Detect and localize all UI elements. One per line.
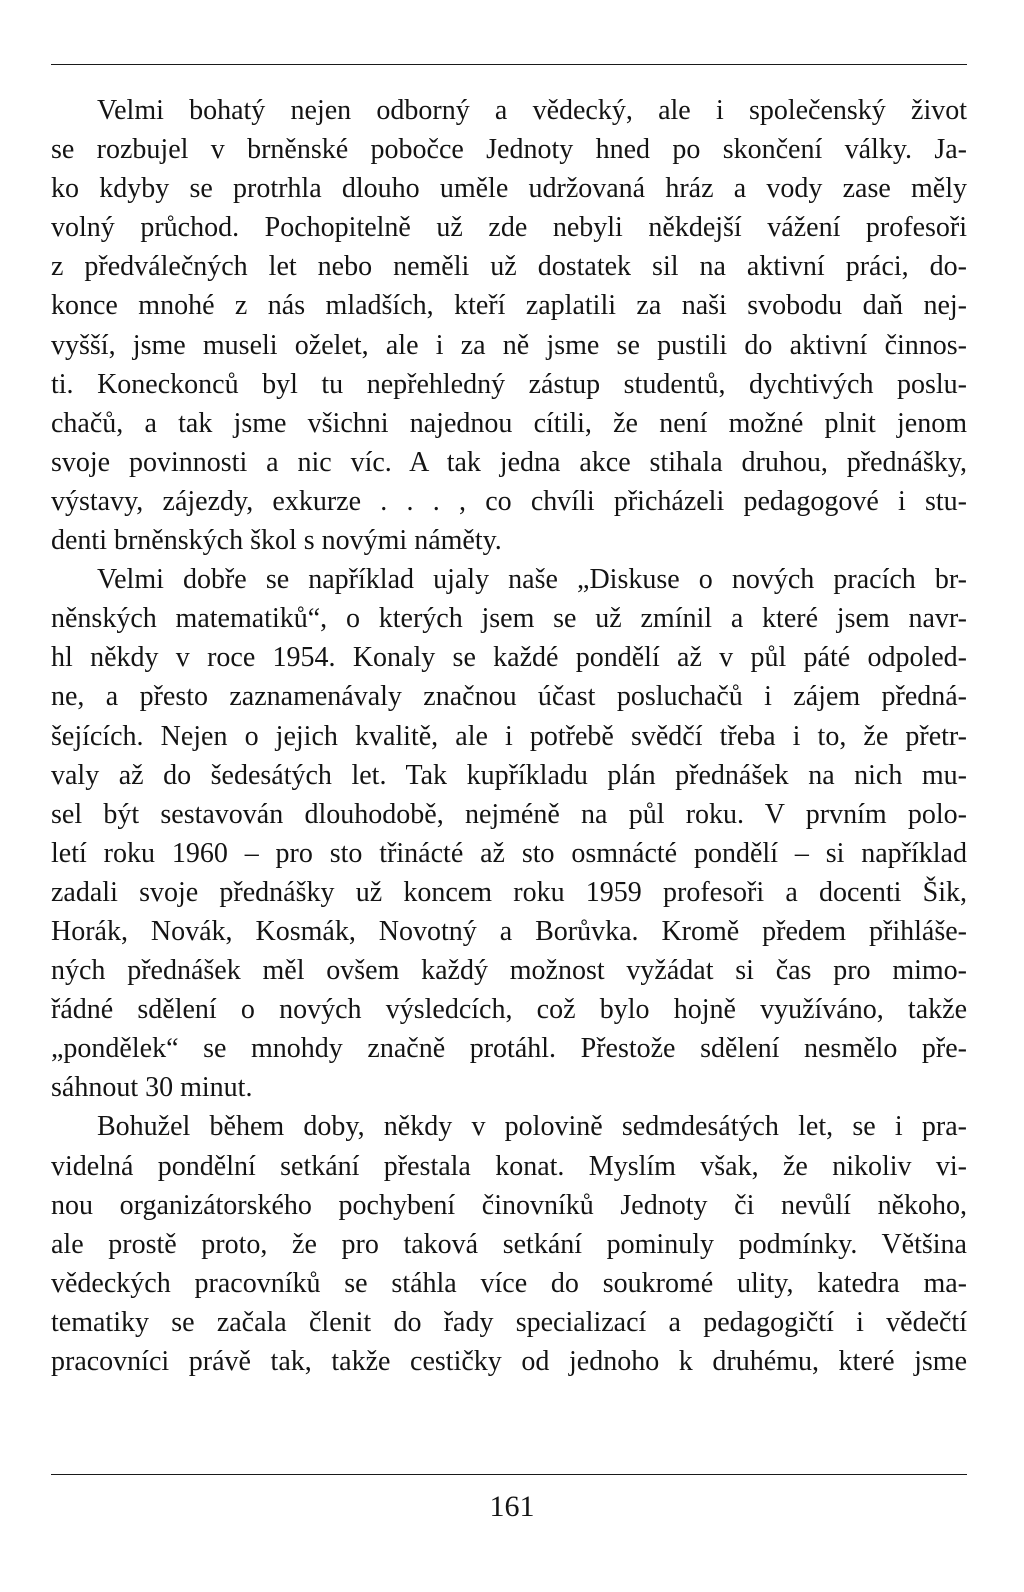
text-line: valy až do šedesátých let. Tak kupříkladu plán přednášek na nich mu-	[51, 759, 967, 791]
paragraph	[51, 91, 967, 560]
text-line: „pondělek“ se mnohdy značně protáhl. Přestože sdělení nesmělo pře-	[51, 1033, 967, 1065]
text-line: ale prostě proto, že pro taková setkání pominuly podmínky. Většina	[51, 1228, 967, 1260]
text-line: vyšší, jsme museli oželet, ale i za ně jsme se pustili do aktivní činnos-	[51, 329, 967, 361]
text-line: vědeckých pracovníků se stáhla více do soukromé ulity, katedra ma-	[51, 1267, 967, 1299]
text-line: ných přednášek měl ovšem každý možnost vyžádat si čas pro mimo-	[51, 955, 967, 987]
text-line: z předválečných let nebo neměli už dostatek sil na aktivní práci, do-	[51, 251, 967, 283]
text-line: se rozbujel v brněnské pobočce Jednoty hned po skončení války. Ja-	[51, 134, 967, 166]
text-line: Bohužel během doby, někdy v polovině sedmdesátých let, se i pra-	[97, 1111, 967, 1143]
text-line: výstavy, zájezdy, exkurze . . . , co chvíli přicházeli pedagogové i stu-	[51, 485, 967, 517]
text-line: denti brněnských škol s novými náměty.	[51, 525, 502, 557]
text-line: svoje povinnosti a nic víc. A tak jedna akce stihala druhou, přednášky,	[51, 446, 967, 478]
text-line: volný průchod. Pochopitelně už zde nebyli někdejší vážení profesoři	[51, 212, 967, 244]
text-line: sáhnout 30 minut.	[51, 1072, 253, 1104]
header-rule	[51, 64, 967, 65]
text-line: zadali svoje přednášky už koncem roku 1959 profesoři a docenti Šik,	[51, 876, 967, 908]
paragraph	[51, 560, 967, 1107]
text-line: řádné sdělení o nových výsledcích, což bylo hojně využíváno, takže	[51, 994, 967, 1026]
text-line: Horák, Novák, Kosmák, Novotný a Borůvka. Kromě předem přihláše-	[51, 915, 967, 947]
text-line: tematiky se začala členit do řady specializací a pedagogičtí i vědečtí	[51, 1306, 967, 1338]
footer-rule	[51, 1474, 967, 1475]
text-line: konce mnohé z nás mladších, kteří zaplatili za naši svobodu daň nej-	[51, 290, 967, 322]
text-line: něnských matematiků“, o kterých jsem se už zmínil a které jsem navr-	[51, 603, 967, 635]
text-line: letí roku 1960 – pro sto třinácté až sto osmnácté pondělí – si například	[51, 837, 967, 869]
page-number: 161	[489, 1490, 535, 1523]
text-line: šejících. Nejen o jejich kvalitě, ale i potřebě svědčí třeba i to, že přetr-	[51, 720, 967, 752]
text-line: hl někdy v roce 1954. Konaly se každé pondělí až v půl páté odpoled-	[51, 642, 967, 674]
body-text	[51, 91, 967, 1381]
text-line: nou organizátorského pochybení činovníků Jednoty či nevůlí někoho,	[51, 1189, 967, 1221]
text-line: videlná pondělní setkání přestala konat. Myslím však, že nikoliv vi-	[51, 1150, 967, 1182]
text-line: pracovníci právě tak, takže cestičky od jednoho k druhému, které jsme	[51, 1346, 967, 1377]
paragraph	[51, 1107, 967, 1381]
text-line: sel být sestavován dlouhodobě, nejméně na půl roku. V prvním polo-	[51, 798, 967, 830]
text-line: chačů, a tak jsme všichni najednou cítili, že není možné plnit jenom	[51, 407, 967, 439]
text-line: ti. Koneckonců byl tu nepřehledný zástup studentů, dychtivých poslu-	[51, 368, 967, 400]
text-line: ko kdyby se protrhla dlouho uměle udržovaná hráz a vody zase měly	[51, 173, 967, 205]
text-line: Velmi dobře se například ujaly naše „Diskuse o nových pracích br-	[97, 564, 967, 596]
text-line: ne, a přesto zaznamenávaly značnou účast posluchačů i zájem předná-	[51, 681, 967, 713]
text-line: Velmi bohatý nejen odborný a vědecký, ale i společenský život	[97, 95, 967, 126]
